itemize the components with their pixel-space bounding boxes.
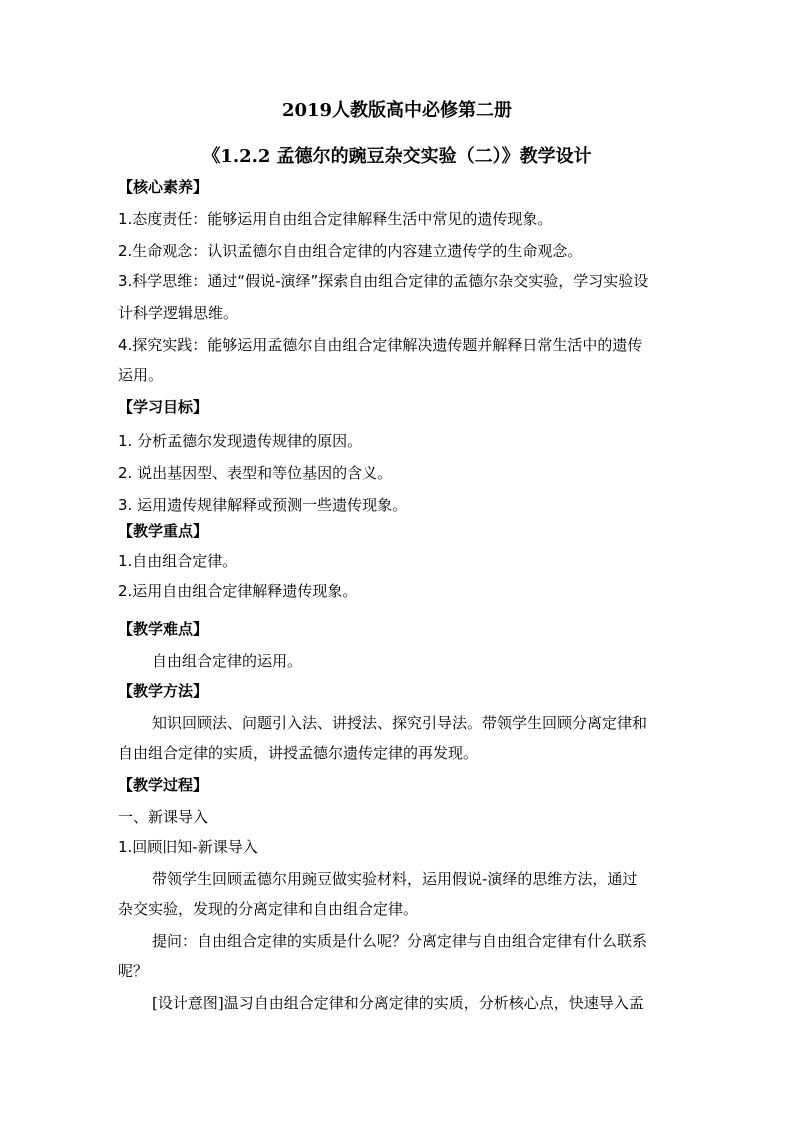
difficulty-line-1: 自由组合定律的运用。	[152, 652, 303, 670]
key-line-2: 2.运用自由组合定律解释遗传现象。	[118, 582, 358, 600]
process-line-6: 呢？	[118, 962, 149, 980]
section-heading-core: 【核心素养】	[118, 178, 209, 196]
section-heading-goals: 【学习目标】	[118, 398, 209, 416]
core-line-1: 1.态度责任：能够运用自由组合定律解释生活中常见的遗传现象。	[118, 210, 553, 228]
section-heading-difficulty: 【教学难点】	[118, 620, 209, 638]
methods-line-1: 知识回顾法、问题引入法、讲授法、探究引导法。带领学生回顾分离定律和	[152, 714, 648, 732]
key-line-1: 1.自由组合定律。	[118, 552, 238, 570]
goal-item-1: 1. 分析孟德尔发现遗传规律的原因。	[118, 432, 363, 450]
core-line-6: 运用。	[118, 366, 164, 384]
section-heading-process: 【教学过程】	[118, 776, 209, 794]
process-line-1: 一、新课导入	[118, 808, 209, 826]
core-line-5: 4.探究实践：能够运用孟德尔自由组合定律解决遗传题并解释日常生活中的遗传	[118, 336, 643, 354]
document-title-line1: 2019人教版高中必修第二册	[281, 100, 513, 121]
core-line-3: 3.科学思维：通过“假说-演绎”探索自由组合定律的孟德尔杂交实验，学习实验设	[118, 272, 649, 290]
document-title-line2: 《1.2.2 孟德尔的豌豆杂交实验（二）》教学设计	[202, 146, 592, 167]
methods-line-2: 自由组合定律的实质，讲授孟德尔遗传定律的再发现。	[118, 744, 479, 762]
core-line-2: 2.生命观念：认识孟德尔自由组合定律的内容建立遗传学的生命观念。	[118, 242, 583, 260]
goal-item-3: 3. 运用遗传规律解释或预测一些遗传现象。	[118, 496, 408, 514]
goal-item-2: 2. 说出基因型、表型和等位基因的含义。	[118, 464, 393, 482]
section-heading-key: 【教学重点】	[118, 522, 209, 540]
process-line-2: 1.回顾旧知-新课导入	[118, 838, 258, 856]
process-line-5: 提问：自由组合定律的实质是什么呢？分离定律与自由组合定律有什么联系	[152, 932, 648, 950]
process-line-4: 杂交实验，发现的分离定律和自由组合定律。	[118, 900, 419, 918]
process-line-3: 带领学生回顾孟德尔用豌豆做实验材料，运用假说-演绎的思维方法，通过	[152, 870, 638, 888]
process-line-7: [设计意图]温习自由组合定律和分离定律的实质，分析核心点，快速导入孟	[152, 994, 644, 1012]
core-line-4: 计科学逻辑思维。	[118, 304, 239, 322]
section-heading-methods: 【教学方法】	[118, 682, 209, 700]
